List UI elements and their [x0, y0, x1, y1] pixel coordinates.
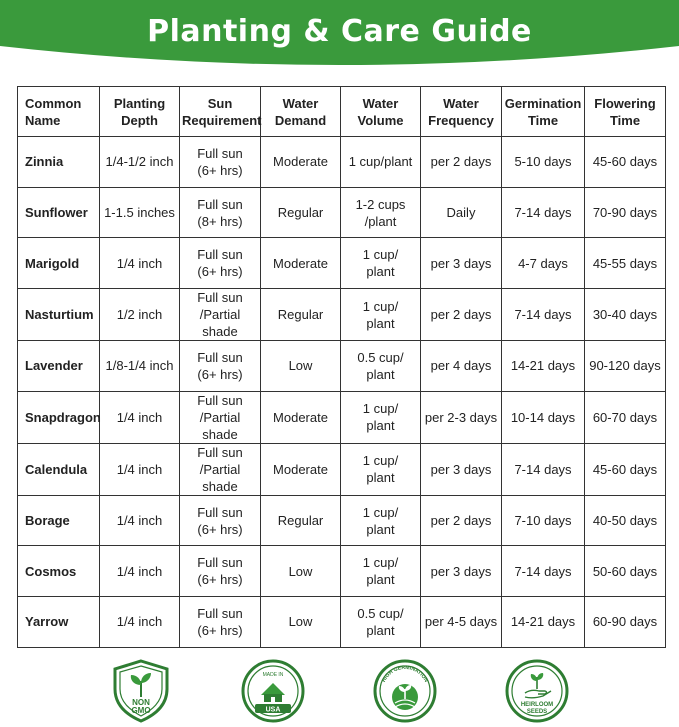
seedling-field-icon — [373, 659, 437, 723]
cell-water-frequency: per 2 days — [421, 495, 502, 546]
table-row — [18, 546, 666, 597]
cell-flowering-time: 45-55 days — [585, 238, 666, 289]
cell-water-frequency: per 2-3 days — [421, 391, 502, 443]
cell-sun-requirement: Full sun /Partial shade — [180, 443, 261, 495]
column-header-water-demand: Water Demand — [261, 87, 341, 137]
cell-germination-time: 7-14 days — [502, 546, 585, 597]
cell-germination-time: 7-14 days — [502, 187, 585, 238]
cell-sun-requirement: Full sun (8+ hrs) — [180, 187, 261, 238]
heirloom-seeds-badge — [505, 659, 569, 723]
table-row — [18, 187, 666, 238]
cell-water-demand: Moderate — [261, 391, 341, 443]
cell-water-volume: 1 cup/plant — [341, 137, 421, 188]
cell-water-volume: 1 cup/ plant — [341, 391, 421, 443]
cell-flowering-time: 45-60 days — [585, 137, 666, 188]
cell-sun-requirement: Full sun (6+ hrs) — [180, 341, 261, 392]
cell-water-demand: Moderate — [261, 443, 341, 495]
cell-water-frequency: per 2 days — [421, 137, 502, 188]
cell-water-volume: 1 cup/ plant — [341, 443, 421, 495]
page-title: Planting & Care Guide — [147, 14, 532, 49]
column-header-common-name: Common Name — [18, 87, 100, 137]
farm-house-icon — [241, 659, 305, 723]
cell-planting-depth: 1/4 inch — [100, 546, 180, 597]
cell-germination-time: 7-14 days — [502, 443, 585, 495]
cell-water-frequency: per 3 days — [421, 238, 502, 289]
cell-water-frequency: per 3 days — [421, 443, 502, 495]
cell-planting-depth: 1/2 inch — [100, 289, 180, 341]
heirloom-text: HEIRLOOM — [520, 702, 554, 708]
cell-flowering-time: 50-60 days — [585, 546, 666, 597]
seeds-text: SEEDS — [526, 709, 548, 715]
table-row — [18, 238, 666, 289]
table-row — [18, 137, 666, 188]
cell-water-volume: 1 cup/ plant — [341, 238, 421, 289]
cell-planting-depth: 1/4 inch — [100, 495, 180, 546]
cell-water-demand: Moderate — [261, 238, 341, 289]
table-header-row — [18, 87, 666, 137]
cell-flowering-time: 60-90 days — [585, 597, 666, 648]
cell-water-frequency: Daily — [421, 187, 502, 238]
cell-flowering-time: 30-40 days — [585, 289, 666, 341]
cell-sun-requirement: Full sun (6+ hrs) — [180, 137, 261, 188]
table-row — [18, 597, 666, 648]
cell-common-name: Nasturtium — [18, 289, 100, 341]
table-row — [18, 495, 666, 546]
cell-flowering-time: 60-70 days — [585, 391, 666, 443]
cell-water-frequency: per 4 days — [421, 341, 502, 392]
cell-sun-requirement: Full sun /Partial shade — [180, 289, 261, 341]
non-gmo-badge — [109, 659, 173, 723]
table-row — [18, 443, 666, 495]
high-germination-text: HIGH GERMINATION — [381, 664, 429, 684]
column-header-flowering-time: Flowering Time — [585, 87, 666, 137]
cell-common-name: Calendula — [18, 443, 100, 495]
usa-text: USA — [265, 706, 281, 714]
cell-common-name: Yarrow — [18, 597, 100, 648]
sprout-shield-icon — [109, 659, 173, 723]
cell-water-frequency: per 2 days — [421, 289, 502, 341]
hand-seedling-icon — [505, 659, 569, 723]
cell-common-name: Snapdragon — [18, 391, 100, 443]
cell-sun-requirement: Full sun (6+ hrs) — [180, 546, 261, 597]
cell-planting-depth: 1/4 inch — [100, 597, 180, 648]
table-row — [18, 391, 666, 443]
cell-water-volume: 1 cup/ plant — [341, 546, 421, 597]
cell-flowering-time: 90-120 days — [585, 341, 666, 392]
column-header-sun-requirement: Sun Requirement — [180, 87, 261, 137]
made-in-usa-badge — [241, 659, 305, 723]
cell-flowering-time: 40-50 days — [585, 495, 666, 546]
cell-sun-requirement: Full sun (6+ hrs) — [180, 597, 261, 648]
cell-common-name: Lavender — [18, 341, 100, 392]
cell-planting-depth: 1/8-1/4 inch — [100, 341, 180, 392]
cell-flowering-time: 45-60 days — [585, 443, 666, 495]
cell-planting-depth: 1/4 inch — [100, 443, 180, 495]
non-gmo-line2: GMO — [131, 706, 151, 715]
certification-badges — [0, 655, 679, 725]
cell-water-frequency: per 4-5 days — [421, 597, 502, 648]
column-header-water-volume: Water Volume — [341, 87, 421, 137]
high-germination-badge — [373, 659, 437, 723]
table-body — [18, 137, 666, 648]
cell-water-demand: Moderate — [261, 137, 341, 188]
cell-germination-time: 5-10 days — [502, 137, 585, 188]
cell-germination-time: 10-14 days — [502, 391, 585, 443]
cell-water-demand: Low — [261, 546, 341, 597]
cell-common-name: Borage — [18, 495, 100, 546]
cell-planting-depth: 1/4 inch — [100, 238, 180, 289]
column-header-germination-time: Germination Time — [502, 87, 585, 137]
cell-water-demand: Low — [261, 341, 341, 392]
cell-planting-depth: 1-1.5 inches — [100, 187, 180, 238]
non-gmo-line1: NON — [132, 698, 150, 707]
cell-planting-depth: 1/4-1/2 inch — [100, 137, 180, 188]
cell-germination-time: 14-21 days — [502, 341, 585, 392]
made-in-text: MADE IN — [262, 672, 284, 678]
cell-common-name: Sunflower — [18, 187, 100, 238]
header-banner — [0, 0, 679, 72]
cell-water-volume: 1 cup/ plant — [341, 495, 421, 546]
cell-flowering-time: 70-90 days — [585, 187, 666, 238]
cell-germination-time: 7-10 days — [502, 495, 585, 546]
table-row — [18, 341, 666, 392]
cell-germination-time: 14-21 days — [502, 597, 585, 648]
cell-water-frequency: per 3 days — [421, 546, 502, 597]
cell-sun-requirement: Full sun /Partial shade — [180, 391, 261, 443]
cell-water-demand: Regular — [261, 289, 341, 341]
cell-sun-requirement: Full sun (6+ hrs) — [180, 238, 261, 289]
cell-common-name: Marigold — [18, 238, 100, 289]
cell-water-demand: Regular — [261, 187, 341, 238]
cell-germination-time: 7-14 days — [502, 289, 585, 341]
planting-guide-table — [17, 86, 666, 648]
cell-planting-depth: 1/4 inch — [100, 391, 180, 443]
column-header-planting-depth: Planting Depth — [100, 87, 180, 137]
cell-common-name: Cosmos — [18, 546, 100, 597]
cell-water-volume: 0.5 cup/ plant — [341, 597, 421, 648]
cell-water-volume: 1 cup/ plant — [341, 289, 421, 341]
cell-water-volume: 0.5 cup/ plant — [341, 341, 421, 392]
cell-common-name: Zinnia — [18, 137, 100, 188]
cell-sun-requirement: Full sun (6+ hrs) — [180, 495, 261, 546]
column-header-water-frequency: Water Frequency — [421, 87, 502, 137]
cell-water-demand: Low — [261, 597, 341, 648]
cell-germination-time: 4-7 days — [502, 238, 585, 289]
cell-water-volume: 1-2 cups /plant — [341, 187, 421, 238]
table-row — [18, 289, 666, 341]
cell-water-demand: Regular — [261, 495, 341, 546]
